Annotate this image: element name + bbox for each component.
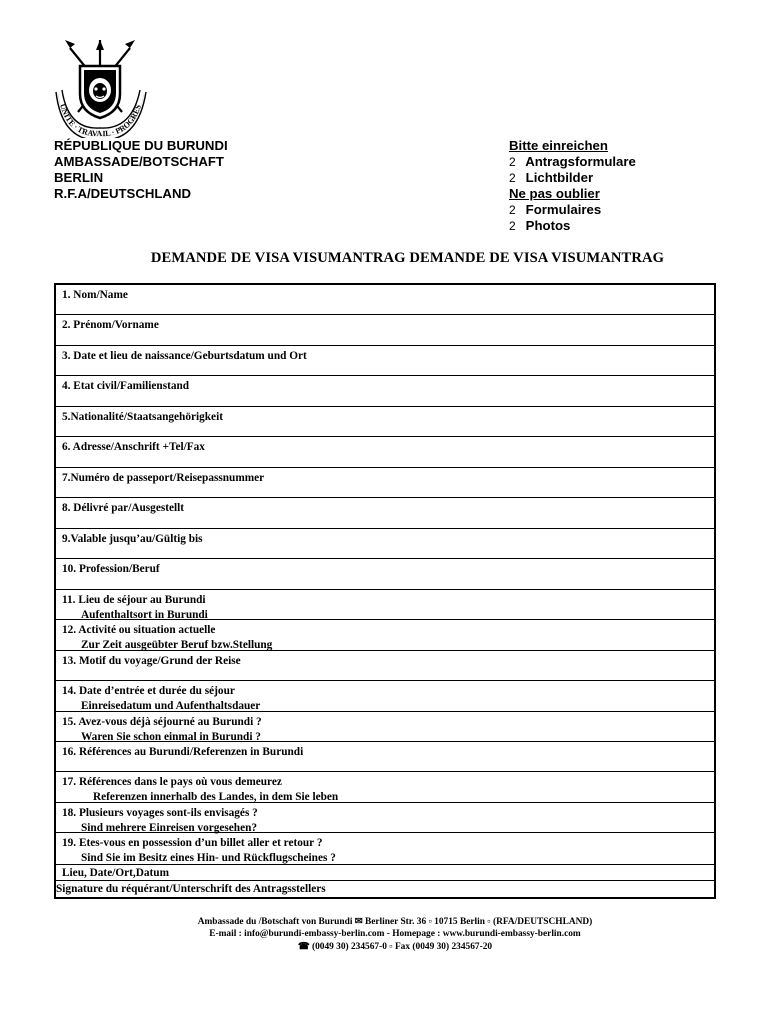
form-field-sublabel: Sind Sie im Besitz eines Hin- und Rückflugscheines ? — [81, 851, 336, 864]
form-field-row[interactable] — [56, 865, 714, 881]
form-field-sublabel: Zur Zeit ausgeübter Beruf bzw.Stellung — [81, 638, 273, 651]
form-field-label: Signature du réquérant/Unterschrift des Antragsstellers — [56, 883, 326, 895]
footer-phone-fax: ☎ (0049 30) 234567-0 ▫ Fax (0049 30) 234567-20 — [297, 941, 493, 952]
submission-checklist — [509, 138, 636, 234]
form-field-label: 18. Plusieurs voyages sont-ils envisagés ? Sind mehrere Einreisen vorgesehen? — [62, 807, 258, 834]
submit-item: 2 Antragsformulare — [509, 154, 636, 169]
form-field-row[interactable] — [56, 498, 714, 529]
form-field-sublabel: Referenzen innerhalb des Landes, in dem Sie leben — [93, 790, 339, 803]
form-field-label: 6. Adresse/Anschrift +Tel/Fax — [62, 441, 205, 453]
form-title: DEMANDE DE VISA VISUMANTRAG DEMANDE DE VISA VISUMANTRAG — [150, 250, 665, 266]
visa-application-form-table — [54, 283, 716, 899]
form-field-row[interactable] — [56, 833, 714, 865]
form-field-label: 15. Avez-vous déjà séjourné au Burundi ? Waren Sie schon einmal in Burundi ? — [62, 716, 262, 743]
header-line: R.F.A/DEUTSCHLAND — [54, 186, 191, 201]
embassy-contact-footer — [0, 916, 770, 953]
form-field-label: 9.Valable jusqu’au/Gültig bis — [62, 533, 203, 545]
header-line: RÉPUBLIQUE DU BURUNDI — [54, 138, 228, 153]
form-field-row[interactable] — [56, 712, 714, 742]
footer-email-homepage: E-mail : info@burundi-embassy-berlin.com - Homepage : www.burundi-embassy-berlin.com — [209, 929, 581, 940]
form-field-row[interactable] — [56, 407, 714, 437]
form-field-label: 1. Nom/Name — [62, 289, 128, 301]
reminder-item: 2 Photos — [509, 218, 571, 233]
burundi-coat-of-arms-emblem — [50, 38, 150, 138]
footer-address: Ambassade du /Botschaft von Burundi ✉ Berliner Str. 36 ▫ 10715 Berlin ▫ (RFA/DEUTSCHLAND) — [197, 917, 593, 927]
reminder-item: 2 Formulaires — [509, 202, 602, 217]
form-field-row[interactable] — [56, 803, 714, 833]
form-field-label: 14. Date d’entrée et durée du séjour Einreisedatum und Aufenthaltsdauer — [62, 685, 261, 712]
form-field-label: 12. Activité ou situation actuelle Zur Zeit ausgeübter Beruf bzw.Stellung — [62, 624, 273, 651]
form-field-sublabel: Sind mehrere Einreisen vorgesehen? — [81, 821, 258, 834]
form-field-label: 2. Prénom/Vorname — [62, 319, 159, 331]
emblem-motto: UNITE · TRAVAIL · PROGRES — [58, 102, 144, 138]
form-field-row[interactable] — [56, 285, 714, 315]
form-field-sublabel: Einreisedatum und Aufenthaltsdauer — [81, 699, 261, 712]
form-field-row[interactable] — [56, 742, 714, 772]
form-field-label: 13. Motif du voyage/Grund der Reise — [62, 655, 241, 667]
form-field-label: 16. Références au Burundi/Referenzen in Burundi — [62, 746, 304, 758]
form-field-row[interactable] — [56, 881, 714, 899]
form-field-row[interactable] — [56, 590, 714, 620]
form-field-row[interactable] — [56, 437, 714, 468]
form-field-row[interactable] — [56, 559, 714, 590]
form-field-row[interactable] — [56, 468, 714, 498]
form-field-label: 4. Etat civil/Familienstand — [62, 380, 190, 392]
embassy-address-block — [54, 138, 228, 202]
form-field-row[interactable] — [56, 772, 714, 803]
form-field-label: 8. Délivré par/Ausgestellt — [62, 502, 185, 514]
form-field-label: 11. Lieu de séjour au Burundi Aufenthaltsort in Burundi — [62, 594, 208, 621]
form-field-row[interactable] — [56, 651, 714, 681]
form-field-label: 5.Nationalité/Staatsangehörigkeit — [62, 411, 223, 423]
submit-heading: Bitte einreichen — [509, 138, 608, 153]
form-field-label: 19. Etes-vous en possession d’un billet aller et retour ? Sind Sie im Besitz eines Hin- und Rückflugscheines ? — [62, 837, 336, 864]
form-field-row[interactable] — [56, 315, 714, 346]
header-line: AMBASSADE/BOTSCHAFT — [54, 154, 224, 169]
submit-item: 2 Lichtbilder — [509, 170, 594, 185]
form-field-label: 17. Références dans le pays où vous demeurez Referenzen innerhalb des Landes, in dem Sie leben — [62, 776, 339, 803]
form-field-row[interactable] — [56, 681, 714, 712]
reminder-heading: Ne pas oublier — [509, 186, 600, 201]
form-field-sublabel: Waren Sie schon einmal in Burundi ? — [81, 730, 261, 743]
header-line: BERLIN — [54, 170, 104, 185]
form-field-sublabel: Aufenthaltsort in Burundi — [81, 608, 208, 621]
form-field-row[interactable] — [56, 620, 714, 651]
form-field-label: 10. Profession/Beruf — [62, 563, 160, 575]
form-field-row[interactable] — [56, 376, 714, 407]
form-field-label: 3. Date et lieu de naissance/Geburtsdatum und Ort — [62, 350, 307, 362]
form-field-label: 7.Numéro de passeport/Reisepassnummer — [62, 472, 265, 484]
form-field-row[interactable] — [56, 529, 714, 559]
form-field-row[interactable] — [56, 346, 714, 376]
form-field-label: Lieu, Date/Ort,Datum — [62, 867, 169, 879]
